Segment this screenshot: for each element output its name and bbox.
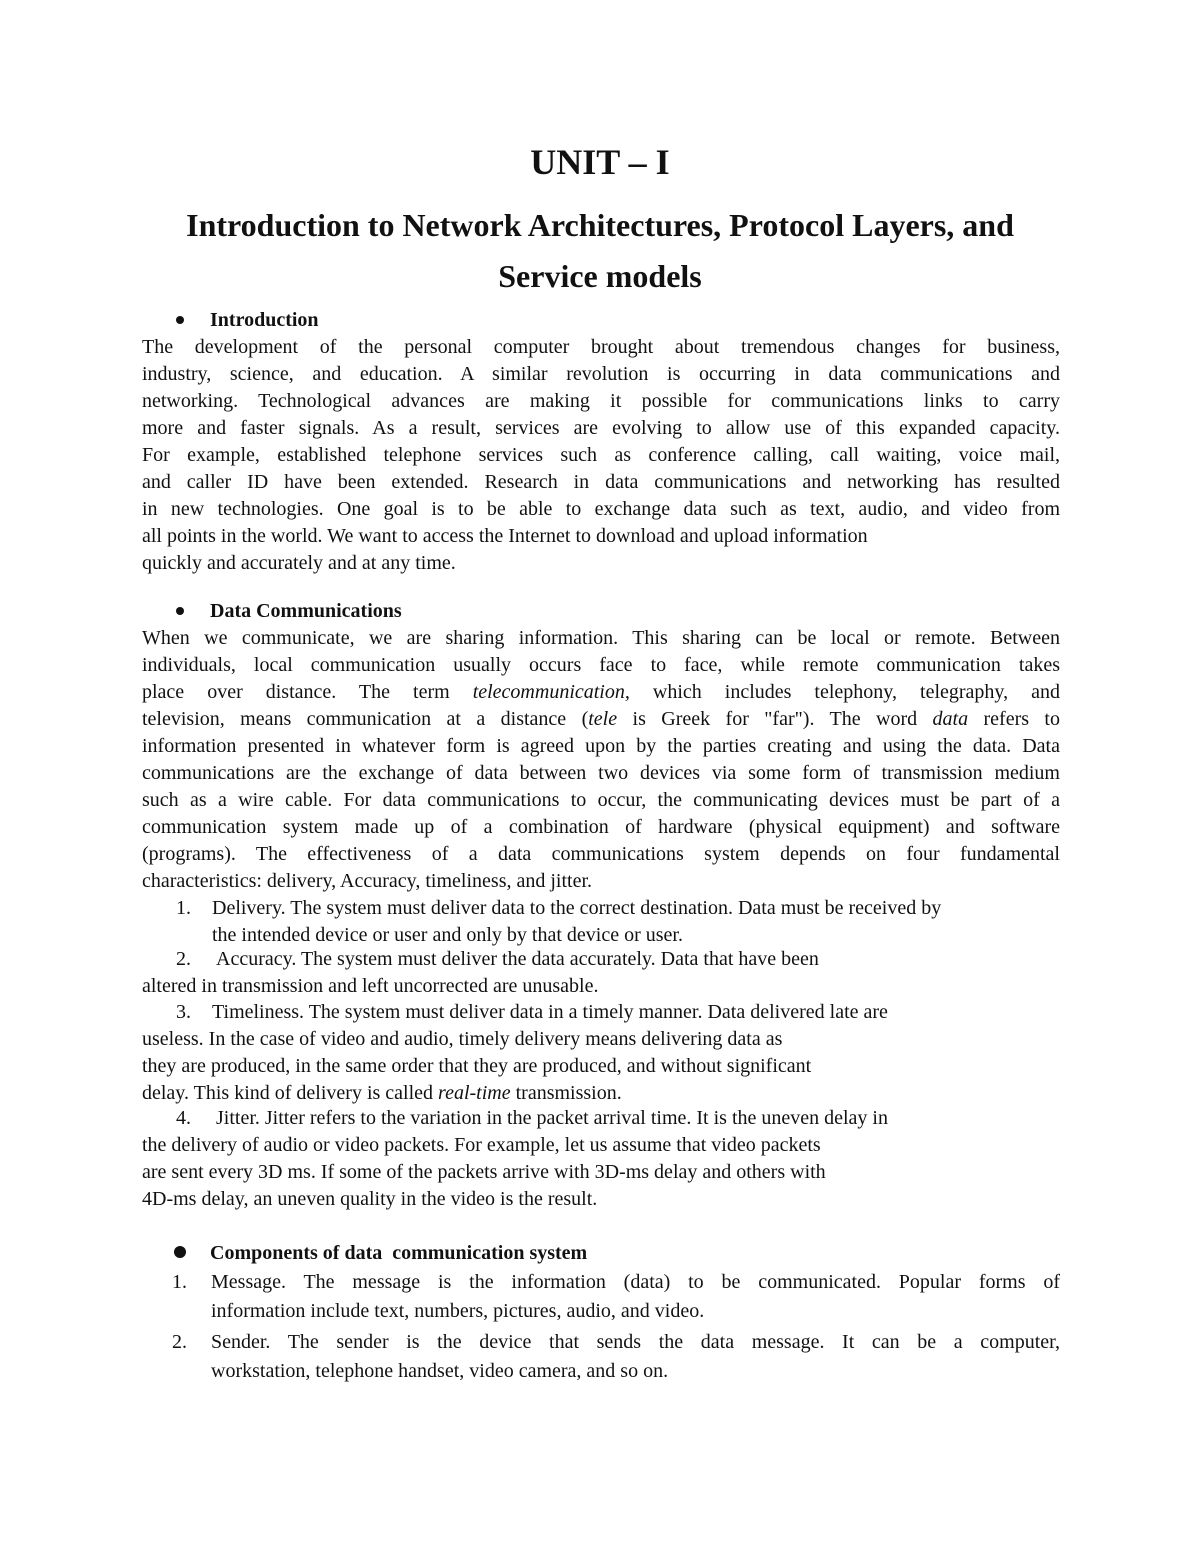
text-line: they are produced, in the same order that they are produced, and without significant xyxy=(142,1055,812,1077)
list-item-jitter xyxy=(216,1105,888,1132)
text-line: For example, established telephone services such as conference calling, call waiting, voice mail, xyxy=(142,444,1060,466)
text-line: the intended device or user and only by that device or user. xyxy=(212,924,683,946)
list-number: 1. xyxy=(172,1271,187,1293)
list-item-sender xyxy=(211,1328,1060,1386)
list-number: 3. xyxy=(176,1001,191,1023)
list-number: 2. xyxy=(172,1331,187,1353)
text-line: and caller ID have been extended. Research in data communications and networking has resulted xyxy=(142,471,1060,493)
text-line: When we communicate, we are sharing information. This sharing can be local or remote. Between xyxy=(142,627,1060,649)
text-line: Sender. The sender is the device that sends the data message. It can be a computer, xyxy=(211,1331,1060,1353)
text-line: useless. In the case of video and audio, timely delivery means delivering data as xyxy=(142,1028,783,1050)
emphasis: tele xyxy=(588,708,618,730)
text-line: such as a wire cable. For data communications to occur, the communicating devices must be part of a xyxy=(142,789,1060,811)
text-line: communications are the exchange of data between two devices via some form of transmission medium xyxy=(142,762,1060,784)
text-span: which includes telephony, telegraphy, and xyxy=(629,681,1061,703)
components-heading xyxy=(168,1240,587,1266)
text-span: place over distance. The term xyxy=(142,681,473,703)
text-line: Timeliness. The system must deliver data in a timely manner. Data delivered late are xyxy=(212,1001,888,1023)
text-line: networking. Technological advances are making it possible for communications links to carry xyxy=(142,390,1060,412)
text-line: all points in the world. We want to access the Internet to download and upload information xyxy=(142,525,868,547)
text-line xyxy=(142,706,1060,733)
text-line: individuals, local communication usually occurs face to face, while remote communication takes xyxy=(142,654,1060,676)
introduction-heading-text: Introduction xyxy=(210,309,319,331)
text-line: characteristics: delivery, Accuracy, timeliness, and jitter. xyxy=(142,870,593,892)
text-line: Delivery. The system must deliver data to the correct destination. Data must be received by xyxy=(212,897,942,919)
list-number: 1. xyxy=(176,897,191,919)
list-item-delivery xyxy=(212,895,941,949)
text-span: transmission. xyxy=(510,1082,622,1104)
main-title-line-1: Introduction to Network Architectures, Protocol Layers, and xyxy=(186,207,1014,243)
list-number: 4. xyxy=(176,1107,191,1129)
text-line: (programs). The effectiveness of a data communications system depends on four fundamental xyxy=(142,843,1060,865)
list-item-timeliness xyxy=(212,999,888,1026)
data-communications-heading xyxy=(168,598,402,624)
data-communications-paragraph xyxy=(142,625,1060,895)
text-line: in new technologies. One goal is to be able to exchange data such as text, audio, and video from xyxy=(142,498,1060,520)
main-title xyxy=(120,200,1080,302)
list-item-accuracy-continuation xyxy=(142,973,599,1000)
text-line: industry, science, and education. A similar revolution is occurring in data communications and xyxy=(142,363,1060,385)
emphasis: data xyxy=(932,708,969,730)
text-line xyxy=(142,679,1060,706)
introduction-paragraph xyxy=(142,334,1060,577)
list-item-jitter-continuation xyxy=(142,1132,826,1213)
list-item-accuracy xyxy=(216,946,819,973)
emphasis: real-time xyxy=(438,1082,511,1104)
data-communications-heading-text: Data Communications xyxy=(210,600,402,622)
list-item-timeliness-continuation xyxy=(142,1026,811,1107)
text-span: television, means communication at a distance ( xyxy=(142,708,589,730)
text-span: is Greek for "far"). The word xyxy=(617,708,933,730)
components-heading-text: Components of data communication system xyxy=(210,1242,588,1264)
list-number: 2. xyxy=(176,948,191,970)
main-title-line-2: Service models xyxy=(498,258,702,294)
list-item-message xyxy=(211,1268,1060,1326)
unit-title: UNIT – I xyxy=(530,142,670,182)
text-line: are sent every 3D ms. If some of the packets arrive with 3D-ms delay and others with xyxy=(142,1161,826,1183)
introduction-heading xyxy=(168,307,319,333)
text-line: more and faster signals. As a result, services are evolving to allow use of this expanded capacity. xyxy=(142,417,1060,439)
text-line: altered in transmission and left uncorrected are unusable. xyxy=(142,975,599,997)
text-line: communication system made up of a combination of hardware (physical equipment) and software xyxy=(142,816,1060,838)
text-span: refers to xyxy=(968,708,1060,730)
text-line: information include text, numbers, pictures, audio, and video. xyxy=(211,1300,705,1322)
text-line: quickly and accurately and at any time. xyxy=(142,552,456,574)
text-line: Accuracy. The system must deliver the data accurately. Data that have been xyxy=(216,948,819,970)
text-line: 4D-ms delay, an uneven quality in the video is the result. xyxy=(142,1188,598,1210)
bullet-icon xyxy=(176,607,184,615)
text-line: The development of the personal computer brought about tremendous changes for business, xyxy=(142,336,1060,358)
text-line: workstation, telephone handset, video camera, and so on. xyxy=(211,1360,669,1382)
text-line xyxy=(142,1080,811,1107)
bullet-icon xyxy=(174,1246,186,1258)
bullet-icon xyxy=(176,316,184,324)
text-line: Jitter. Jitter refers to the variation in the packet arrival time. It is the uneven delay in xyxy=(216,1107,888,1129)
text-line: the delivery of audio or video packets. For example, let us assume that video packets xyxy=(142,1134,821,1156)
text-span: delay. This kind of delivery is called xyxy=(142,1082,439,1104)
text-line: information presented in whatever form is agreed upon by the parties creating and using the data. Data xyxy=(142,735,1060,757)
emphasis: telecommunication, xyxy=(472,681,630,703)
text-line: Message. The message is the information (data) to be communicated. Popular forms of xyxy=(211,1271,1060,1293)
